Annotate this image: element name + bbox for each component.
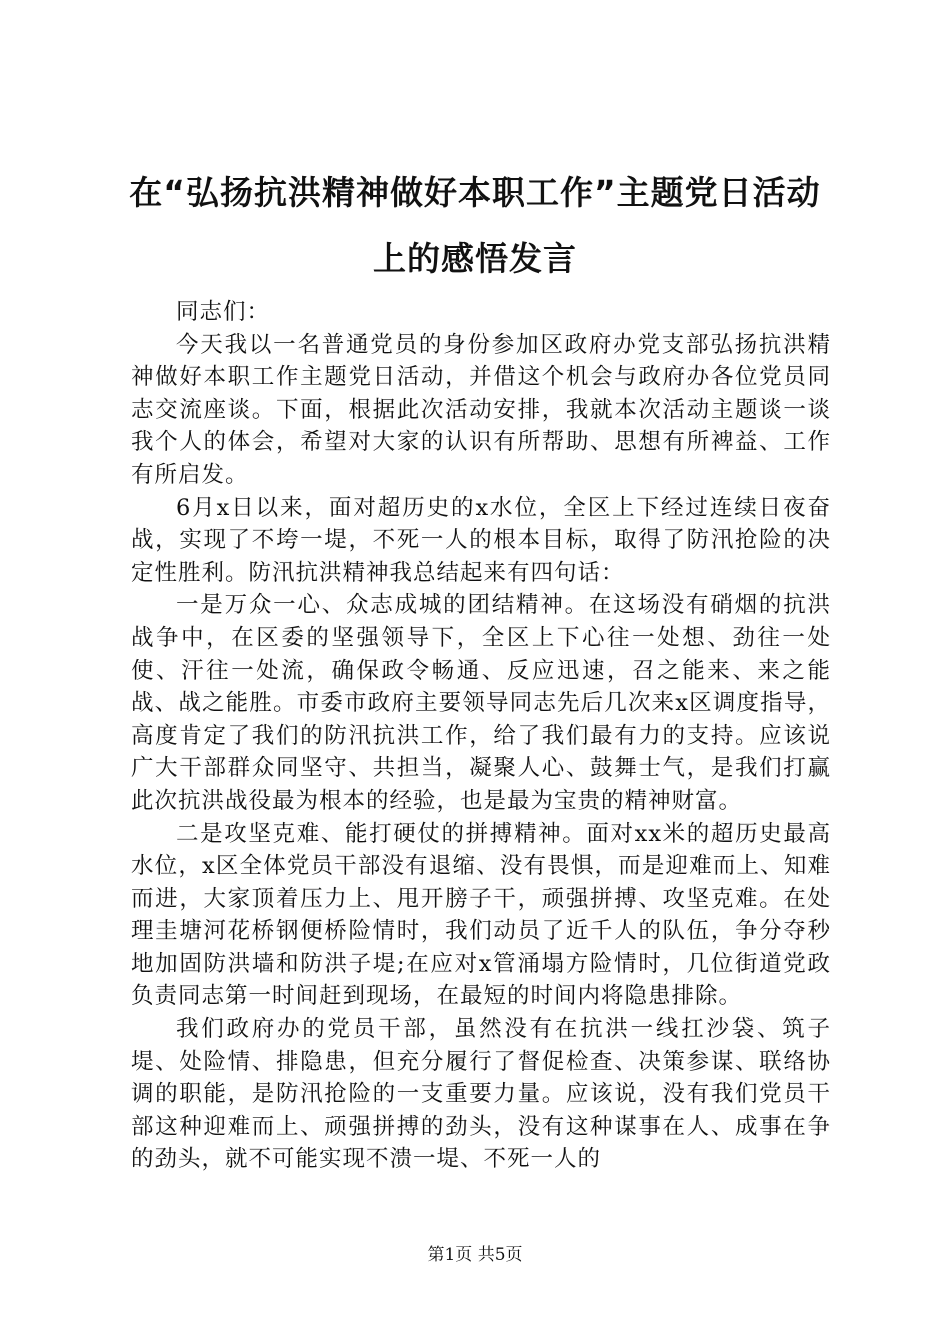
government-office-paragraph: 我们政府办的党员干部，虽然没有在抗洪一线扛沙袋、筑子堤、处险情、排隐患，但充分履行了督促检查、决策参谋、联络协调的职能，是防汛抢险的一支重要力量。应该说，没有我们党员干部这种迎难而上、顽强拼搏的劲头，没有这种谋事在人、成事在争的劲头，就不可能实现不溃一堤、不死一人的 bbox=[131, 1016, 831, 1173]
salutation-paragraph: 同志们： bbox=[176, 299, 271, 325]
document-body bbox=[131, 296, 831, 1176]
struggle-spirit-paragraph: 二是攻坚克难、能打硬仗的拼搏精神。面对xx米的超历史最高水位，x区全体党员干部没有退缩、没有畏惧，而是迎难而上、知难而进，大家顶着压力上、甩开膀子干，顽强拼搏、攻坚克难。在处理圭塘河花桥钢便桥险情时，我们动员了近千人的队伍，争分夺秒地加固防洪墙和防洪子堤;在应对x管涌塌方险情时，几位街道党政负责同志第一时间赶到现场，在最短的时间内将隐患排除。 bbox=[131, 820, 831, 1010]
document-title: 在“弘扬抗洪精神做好本职工作”主题党日活动上的感悟发言 bbox=[129, 173, 821, 278]
intro-paragraph: 今天我以一名普通党员的身份参加区政府办党支部弘扬抗洪精神做好本职工作主题党日活动，并借这个机会与政府办各位党员同志交流座谈。下面，根据此次活动安排，我就本次活动主题谈一谈我个人的体会，希望对大家的认识有所帮助、思想有所裨益、工作有所启发。 bbox=[131, 331, 831, 488]
page-number-footer: 第1页 共5页 bbox=[427, 1245, 523, 1265]
flood-summary-paragraph: 6月x日以来，面对超历史的x水位，全区上下经过连续日夜奋战，实现了不垮一堤，不死一人的根本目标，取得了防汛抢险的决定性胜利。防汛抗洪精神我总结起来有四句话： bbox=[131, 494, 831, 586]
unity-spirit-paragraph: 一是万众一心、众志成城的团结精神。在这场没有硝烟的抗洪战争中，在区委的坚强领导下，全区上下心往一处想、劲往一处使、汗往一处流，确保政令畅通、反应迅速，召之能来、来之能战、战之能胜。市委市政府主要领导同志先后几次来x区调度指导，高度肯定了我们的防汛抗洪工作，给了我们最有力的支持。应该说广大干部群众同坚守、共担当，凝聚人心、鼓舞士气，是我们打赢此次抗洪战役最为根本的经验，也是最为宝贵的精神财富。 bbox=[131, 592, 831, 814]
